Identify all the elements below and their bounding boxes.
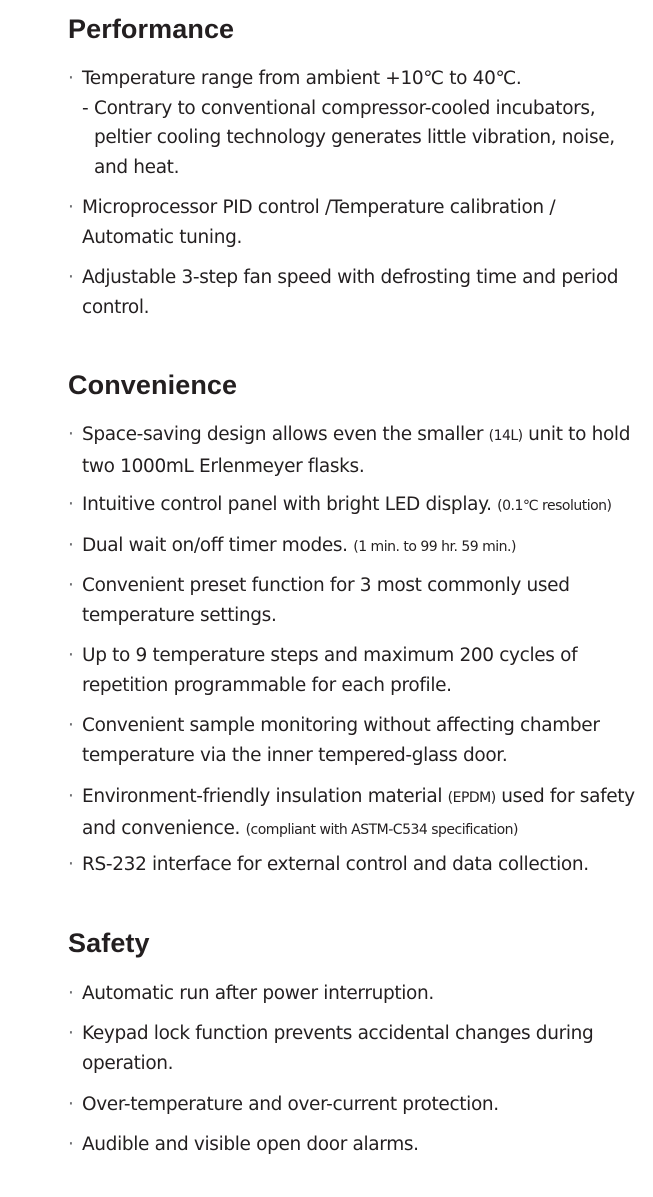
bullet-icon: · xyxy=(68,494,74,515)
bullet-icon: · xyxy=(68,535,74,556)
list-item-text-main: Intuitive control panel with bright LED display. xyxy=(82,494,498,515)
list-item xyxy=(68,1130,643,1160)
list-item-note: (14L) xyxy=(488,428,523,444)
list-item-note: (compliant with ASTM-C534 specification) xyxy=(245,821,518,838)
list-item-note: (1 min. to 99 hr. 59 min.) xyxy=(353,539,516,555)
section-heading-safety: Safety xyxy=(68,928,150,958)
bullet-icon: · xyxy=(68,983,74,1004)
list-item xyxy=(68,782,643,845)
list-item xyxy=(68,1019,643,1078)
list-item xyxy=(68,641,643,700)
list-item xyxy=(68,64,643,182)
bullet-icon: · xyxy=(68,1023,74,1044)
bullet-icon: · xyxy=(68,1134,74,1155)
list-item xyxy=(68,263,643,322)
list-item-text: Microprocessor PID control /Temperature calibration / Automatic tuning. xyxy=(82,197,556,248)
list-item xyxy=(68,490,643,522)
bullet-icon: · xyxy=(68,424,74,445)
list-item-text: Over-temperature and over-current protection. xyxy=(82,1094,499,1115)
list-item xyxy=(68,193,643,252)
bullet-icon: · xyxy=(68,267,74,288)
list-item-text: Up to 9 temperature steps and maximum 200 cycles of repetition programmable for each profile. xyxy=(82,645,578,696)
section-heading-performance: Performance xyxy=(68,14,235,44)
list-item-text: Automatic run after power interruption. xyxy=(82,983,434,1004)
section-heading-convenience: Convenience xyxy=(68,370,238,400)
list-item xyxy=(68,531,643,563)
list-item-text: Keypad lock function prevents accidental changes during operation. xyxy=(82,1023,594,1074)
list-item-text-main: Space-saving design allows even the smaller xyxy=(82,424,489,445)
list-item xyxy=(68,1090,643,1120)
list-item-text-main: Environment-friendly insulation material xyxy=(82,786,448,807)
bullet-icon: · xyxy=(68,715,74,736)
list-item-text xyxy=(68,782,643,845)
list-item-text: RS-232 interface for external control and data collection. xyxy=(82,854,589,875)
list-item xyxy=(68,420,643,481)
bullet-icon: · xyxy=(68,854,74,875)
list-item xyxy=(68,850,643,880)
list-item-text-main: Dual wait on/off timer modes. xyxy=(82,535,354,556)
list-item-text: Temperature range from ambient +10℃ to 40℃. xyxy=(82,68,522,89)
list-sub-item-text: Contrary to conventional compressor-cooled incubators, peltier cooling technology generates little vibration, noise, and heat. xyxy=(94,97,615,178)
list-item-text-main: used for safety and convenience. xyxy=(82,786,635,839)
list-item-note: (EPDM) xyxy=(447,790,496,806)
bullet-icon: · xyxy=(68,1094,74,1115)
bullet-icon: · xyxy=(68,645,74,666)
list-item-note: (0.1℃ resolution) xyxy=(497,498,612,514)
list-item xyxy=(68,711,643,770)
list-item-text xyxy=(68,490,643,522)
bullet-icon: · xyxy=(68,197,74,218)
list-item-text-main: unit to hold two 1000mL Erlenmeyer flasks. xyxy=(82,424,631,477)
list-item-text: Audible and visible open door alarms. xyxy=(82,1134,419,1155)
list-sub-item xyxy=(68,94,643,183)
bullet-icon: · xyxy=(68,68,74,89)
list-item-text xyxy=(68,420,643,481)
dash-icon: - xyxy=(82,97,89,119)
bullet-icon: · xyxy=(68,786,74,807)
list-item xyxy=(68,571,643,630)
bullet-icon: · xyxy=(68,575,74,596)
list-item-text: Adjustable 3-step fan speed with defrosting time and period control. xyxy=(82,267,619,318)
list-item xyxy=(68,979,643,1009)
list-item-text: Convenient preset function for 3 most commonly used temperature settings. xyxy=(82,575,570,626)
list-item-text: Convenient sample monitoring without affecting chamber temperature via the inner tempered-glass door. xyxy=(82,715,600,766)
list-item-text xyxy=(68,531,643,563)
